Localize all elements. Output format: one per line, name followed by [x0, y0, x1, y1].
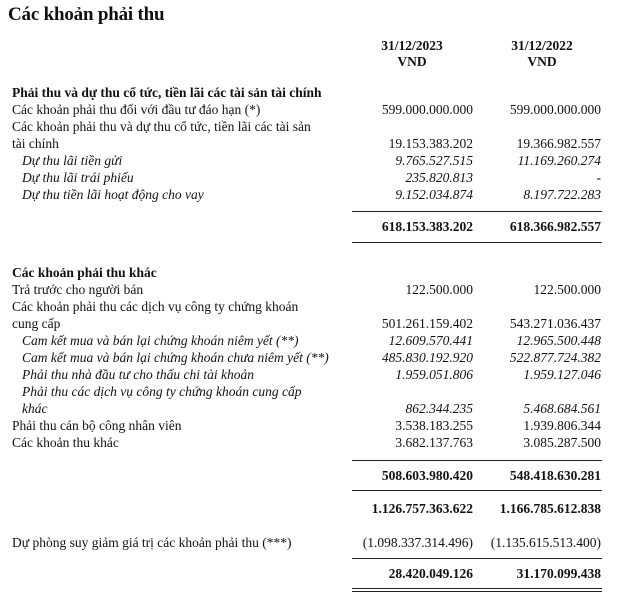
- value-2023: 508.603.980.420: [381, 468, 473, 483]
- row-label: Các khoản phải thu đối với đầu tư đáo hạn (*): [12, 102, 261, 117]
- section1-total-row: [0, 218, 623, 235]
- row-label-continued: cung cấp: [12, 316, 61, 331]
- section-heading: [0, 84, 623, 101]
- section1-heading: Phải thu và dự thu cổ tức, tiền lãi các tài sản tài chính: [12, 85, 322, 100]
- value-2023: 501.261.159.402: [381, 316, 473, 331]
- row-label: Cam kết mua và bán lại chứng khoán niêm yết (**): [22, 333, 299, 348]
- row-label: Dự thu lãi tiền gửi: [22, 153, 123, 168]
- column-header-2022: [482, 38, 602, 70]
- value-2022: 1.959.127.046: [523, 367, 601, 382]
- value-2022: 522.877.724.382: [509, 350, 601, 365]
- value-2023: 9.152.034.874: [395, 187, 473, 202]
- column-unit: VND: [397, 54, 427, 69]
- subtotal-rule: [352, 460, 602, 461]
- value-2023: 122.500.000: [405, 282, 473, 297]
- row-label-continued: khác: [22, 401, 48, 416]
- table-row-continued: [0, 315, 623, 332]
- row-label: Phải thu nhà đầu tư cho thấu chi tài khoản: [22, 367, 254, 382]
- value-2022: 31.170.099.438: [516, 566, 601, 581]
- value-2023: 485.830.192.920: [381, 350, 473, 365]
- table-row: [0, 417, 623, 434]
- section2-heading: Các khoản phải thu khác: [12, 265, 157, 280]
- value-2022: 599.000.000.000: [509, 102, 601, 117]
- value-2023: 3.682.137.763: [395, 435, 473, 450]
- grand-total-row: [0, 500, 623, 517]
- value-2022: (1.135.615.513.400): [490, 535, 601, 550]
- value-2022: 1.166.785.612.838: [499, 501, 601, 516]
- provision-row: [0, 534, 623, 551]
- table-row: [0, 332, 623, 349]
- value-2022: 618.366.982.557: [509, 219, 601, 234]
- column-unit: VND: [527, 54, 557, 69]
- value-2022: 5.468.684.561: [523, 401, 601, 416]
- value-2022: 548.418.630.281: [509, 468, 601, 483]
- column-header-2023: [352, 38, 472, 70]
- value-2023: 235.820.813: [405, 170, 473, 185]
- table-row: [0, 434, 623, 451]
- net-total-row: [0, 565, 623, 582]
- table-row: [0, 349, 623, 366]
- value-2022: 8.197.722.283: [523, 187, 601, 202]
- value-2023: 862.344.235: [405, 401, 473, 416]
- value-2023: 28.420.049.126: [388, 566, 473, 581]
- subtotal-rule: [352, 211, 602, 212]
- row-label: Dự thu tiền lãi hoạt động cho vay: [22, 187, 204, 202]
- column-date: 31/12/2023: [381, 38, 443, 53]
- value-2023: 19.153.383.202: [388, 136, 473, 151]
- table-row: [0, 366, 623, 383]
- row-label: Các khoản thu khác: [12, 435, 119, 450]
- row-label: Cam kết mua và bán lại chứng khoán chưa niêm yết (**): [22, 350, 329, 365]
- row-label: Phải thu cán bộ công nhân viên: [12, 418, 182, 433]
- row-label-continued: tài chính: [12, 136, 59, 151]
- table-row: [0, 169, 623, 186]
- table-row-continued: [0, 135, 623, 152]
- table-row: [0, 186, 623, 203]
- table-row: [0, 298, 623, 315]
- value-2022: 543.271.036.437: [509, 316, 601, 331]
- section-heading: [0, 264, 623, 281]
- page-title: Các khoản phải thu: [8, 4, 165, 25]
- value-2023: 12.609.570.441: [388, 333, 473, 348]
- value-2023: 618.153.383.202: [381, 219, 473, 234]
- total-rule: [352, 242, 602, 243]
- row-label: Trả trước cho người bán: [12, 282, 144, 297]
- value-2023: 1.959.051.806: [395, 367, 473, 382]
- table-row: [0, 118, 623, 135]
- subtotal-rule: [352, 558, 602, 559]
- value-2023: 9.765.527.515: [395, 153, 473, 168]
- value-2022: 11.169.260.274: [517, 153, 601, 168]
- row-label: Dự phòng suy giảm giá trị các khoản phải thu (***): [12, 535, 292, 550]
- table-row: [0, 101, 623, 118]
- column-date: 31/12/2022: [511, 38, 573, 53]
- table-row-continued: [0, 400, 623, 417]
- value-2023: (1.098.337.314.496): [362, 535, 473, 550]
- value-2022: -: [596, 170, 601, 185]
- row-label: Dự thu lãi trái phiếu: [22, 170, 134, 185]
- value-2022: 12.965.500.448: [516, 333, 601, 348]
- row-label: Các khoản phải thu các dịch vụ công ty chứng khoán: [12, 299, 299, 314]
- row-label: Các khoản phải thu và dự thu cổ tức, tiền lãi các tài sản: [12, 119, 311, 134]
- value-2022: 19.366.982.557: [516, 136, 601, 151]
- row-label: Phải thu các dịch vụ công ty chứng khoán cung cấp: [22, 384, 302, 399]
- value-2023: 3.538.183.255: [395, 418, 473, 433]
- total-rule: [352, 490, 602, 491]
- table-row: [0, 281, 623, 298]
- double-underline: [352, 588, 602, 592]
- value-2023: 599.000.000.000: [381, 102, 473, 117]
- value-2022: 122.500.000: [533, 282, 601, 297]
- value-2023: 1.126.757.363.622: [371, 501, 473, 516]
- value-2022: 1.939.806.344: [523, 418, 601, 433]
- table-row: [0, 383, 623, 400]
- table-row: [0, 152, 623, 169]
- section2-total-row: [0, 467, 623, 484]
- value-2022: 3.085.287.500: [523, 435, 601, 450]
